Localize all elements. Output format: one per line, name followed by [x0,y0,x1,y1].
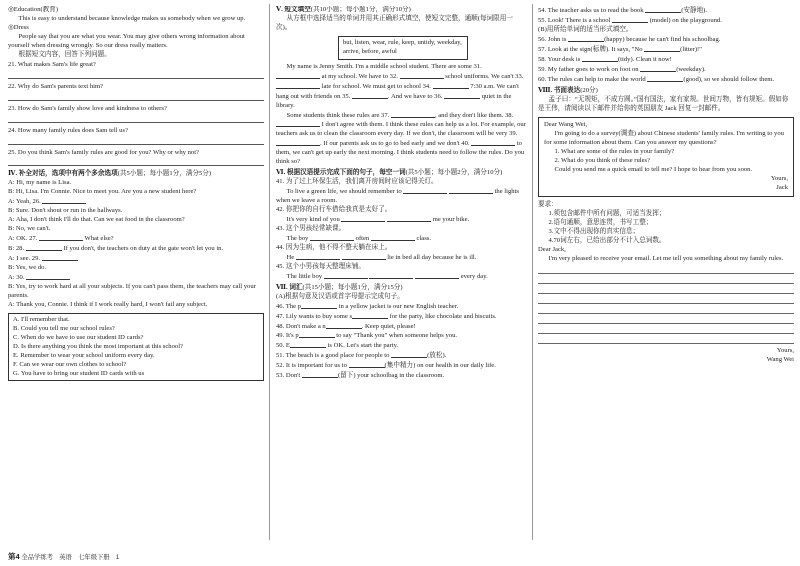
blank[interactable] [342,253,386,260]
question-21: 21. What makes Sam's life great? [8,60,96,68]
item-43-en: The boy [286,234,309,242]
blank[interactable] [349,361,385,368]
dialogue-line: A: Hi, my name is Lisa. [8,179,72,187]
section-8-title: Ⅷ. 书面表达 [538,86,581,94]
reply-greeting: Dear Jack, [538,245,566,253]
item-55: (model) on the playground. [649,16,722,24]
blank[interactable] [403,187,447,194]
option-item: D. Is there anything you think the most important at this school? [13,342,183,350]
passage-text: I don't agree with them. I think these rules can help us a lot. For example, our teachers ask us to clean the classroom every day. If we don't, the classroom will be very 39. [276,121,526,138]
blank-28[interactable] [26,244,62,251]
item-49: to say "Thank you" when someone helps you. [336,332,458,340]
blank-27[interactable] [39,234,83,241]
requirement-item: 2.语句通顺，意思连贯，书写工整； [548,219,653,227]
item-51: 51. The beach is a good place for people to [276,352,390,360]
dialogue-line: A: 30. [8,273,25,281]
blank-37[interactable] [391,111,435,118]
blank-31[interactable] [276,72,320,79]
question-25: 25. Do you think Sam's family rules are good for you? Why or why not? [8,148,199,156]
option-item: E. Remember to wear your school uniform every day. [13,351,155,359]
item-53: (留下) your schoolbag in the classroom. [337,372,445,380]
dialogue-line: B: 28. [8,245,25,253]
column-right [538,6,794,544]
item-58: 58. Your desk is [538,55,581,63]
letter-closing: Yours, [770,175,788,183]
blank[interactable] [415,272,459,279]
section-8-score: (20分) [580,86,598,94]
dialogue-line: B: Hi, Lisa. I'm Connie. Nice to meet you. Are you a new student here? [8,188,197,196]
item-41-en: the lights when we leave a room. [276,188,519,205]
blank[interactable] [582,55,618,62]
blank[interactable] [310,234,354,241]
item-50: is OK. Let's start the party. [327,342,399,350]
reading-instruction: 根据短文内容，回答下列问题。 [18,50,111,58]
item-57: (litter)!" [680,45,702,53]
section-5-instruction: 从方框中选择适当的单词并用其正确形式填空，使短文完整，通顺(每词限用一次)。 [276,14,513,31]
letter-box [538,117,794,197]
requirement-item: 1.须包含邮件中所有问题，可适当发挥； [548,210,666,218]
blank[interactable] [324,272,368,279]
blank[interactable] [371,234,415,241]
item-58: (tidy). Clean it now! [617,55,672,63]
dialogue-line: B: Yes, we do. [8,264,47,272]
page-number: 第4 [8,552,20,561]
passage-text: . If our parents ask us to go to bed early and we don't 40. [320,140,470,148]
option-item: A. I'll remember that. [13,315,70,323]
writing-line[interactable] [538,324,794,334]
item-54: 54. The teacher asks us to read the book [538,7,644,14]
option-item: G. You have to bring our student ID cards with us [13,369,145,377]
letter-question: 2. What do you think of these rules? [554,157,651,165]
column-left [8,6,264,544]
item-42-cn: 42. 你把你的自行车借给我真是太好了。 [276,206,392,214]
item-42-en: It's very kind of you [286,216,340,224]
section-5-title: Ⅴ. 短文填空 [276,6,311,13]
item-44-en: He [286,253,295,261]
section-4-score: (共5小题；每小题1分，满分5分) [117,170,212,178]
blank-35[interactable] [352,92,388,99]
letter-greeting: Dear Wang Wei, [544,121,588,129]
blank-29[interactable] [42,254,78,261]
answer-line[interactable] [8,71,264,79]
dialogue-line: A: OK. 27. [8,235,38,243]
item-59: (weekday). [676,65,706,73]
item-60: 60. The rules can help to make the world [538,75,646,83]
answer-line[interactable] [8,137,264,145]
blank-34[interactable] [433,82,469,89]
item-45-en: every day. [460,272,488,280]
reply-start: I'm very pleased to receive your email. Let me tell you something about my family rules. [548,254,784,262]
item-55: 55. Look! There is a school [538,16,611,24]
blank[interactable] [568,35,604,42]
blank[interactable] [647,75,683,82]
item-45-en: The little boy [286,272,323,280]
writing-line[interactable] [538,314,794,324]
item-56: (happy) because he can't find his schoolbag. [604,35,721,43]
item-44-en: lie in bed all day because he is ill. [387,253,477,261]
section-6-title: Ⅵ. 根据汉语提示完成下面的句子，每空一词 [276,169,406,177]
education-heading: ◎Education(教育) [8,6,59,13]
blank[interactable] [290,341,326,348]
education-text: This is easy to understand because knowledge makes us somebody when we grow up. [18,14,246,22]
item-43-en: often [355,234,370,242]
answer-line[interactable] [8,115,264,123]
item-41-en: To live a green life, we should remember to [286,188,402,196]
answer-line[interactable] [8,158,264,166]
dialogue-line: B: Sure. Don't shout or run in the hallways. [8,207,123,215]
section-5-score: (共10小题；每小题1分，满分10分) [310,6,411,13]
dialogue-line: A: I see. 29. [8,255,41,263]
options-box [8,313,264,382]
blank[interactable] [352,312,388,319]
writing-line[interactable] [538,304,794,314]
item-50: 50. E [276,342,290,350]
item-43-cn: 43. 这个男孩经常缺课。 [276,224,346,232]
section-6-score: (共5小题；每小题2分，满分10分) [405,169,503,177]
blank[interactable] [326,322,362,329]
item-45-cn: 45. 这个小男孩每天整理床铺。 [276,262,366,270]
item-52: 52. It is important for us to [276,362,347,370]
dialogue-line: A: Thank you, Connie. I think if I work really hard, I won't fail any subject. [8,300,208,308]
blank[interactable] [299,331,335,338]
dialogue-line: If you don't, the teachers on duty at the gate won't let you in. [63,245,224,253]
item-41-cn: 41. 为了过上环保生活，我们离开房间时应该记得关灯。 [276,178,438,186]
item-48: . Keep quiet, please! [361,322,416,330]
item-46: 46. The p [276,302,301,310]
section-7a-instruction: (A)根据句意及汉语或首字母提示完成句子。 [276,292,404,300]
item-51: (放松). [427,352,447,360]
letter-body: I'm going to do a survey(调查) about Chinese students' family rules. I'm writing to you for some information about them. Can you answer my questions? [544,130,784,147]
passage-text: to them, we can't get up early the next morning. I think students need to follow the rules. Do you think so? [276,140,525,166]
writing-line[interactable] [538,294,794,304]
question-24: 24. How many family rules does Sam tell us? [8,126,128,134]
blank[interactable] [387,215,431,222]
section-7-score: (共15小题；每小题1分，满分15分) [302,283,403,291]
column-middle [276,6,526,544]
dialogue-line: B: No, we can't. [8,225,51,233]
option-item: F. Can we wear our own clothes to school? [13,360,127,368]
blank-32[interactable] [400,72,444,79]
item-47: 47. Lily wants to buy some s [276,312,353,320]
blank[interactable] [296,253,340,260]
passage-text: quiet in the library. [276,92,512,109]
question-22: 22. Why do Sam's parents text him? [8,82,104,90]
section-7-title: Ⅶ. 词汇 [276,283,303,291]
dialogue-line: A: Yeah, 26. [8,198,41,206]
dialogue-line: What else? [84,235,114,243]
blank-38[interactable] [276,120,320,127]
writing-line[interactable] [538,284,794,294]
item-60: (good), so we should follow them. [683,75,775,83]
blank[interactable] [645,6,681,13]
item-43-en: class. [416,234,431,242]
item-52: (集中精力) on our health in our daily life. [384,362,496,370]
requirements-title: 要求： [538,201,558,209]
blank[interactable] [341,215,385,222]
word-box: but, listen, wear, rule, keep, untidy, weekday, arrive, before, awful [338,36,468,60]
item-57: 57. Look at the sign(标牌). It says, "No [538,45,643,53]
page-footer [8,552,119,563]
requirement-item: 4.70词左右，已给出部分不计入总词数。 [548,236,666,244]
item-42-en: me your bike. [432,216,470,224]
passage-text: . And we have to 36. [388,92,443,100]
section-8-prompt: 孟子曰：“无规矩，不成方圆。”国有国法，家有家规。世间万物，皆有规矩。假如你是王伟，请阅读以下邮件并给你的英国朋友 Jack 回复一封邮件。 [538,95,789,112]
blank[interactable] [301,302,337,309]
blank[interactable] [640,65,676,72]
writing-line[interactable] [538,274,794,284]
option-item: B. Could you tell me our school rules? [13,324,115,332]
item-46: in a yellow jacket is our new English teacher. [338,302,459,310]
passage-text: My name is Jenny Smith. I'm a middle school student. There are some 31. [286,62,482,70]
blank-39[interactable] [276,139,320,146]
column-divider [532,4,533,540]
passage-text: school uniforms. We can't 33. [445,72,524,80]
question-23: 23. How do Sam's family show love and kindness to others? [8,104,167,112]
passage-text: 7:30 a.m. We can't hang out with friends on 35. [276,82,519,100]
blank[interactable] [612,16,648,23]
requirement-item: 3.文中不得出现你的真实信息； [548,227,640,235]
reply-closing: Yours, [776,346,794,354]
item-48: 48. Don't make a n [276,322,326,330]
answer-line[interactable] [8,93,264,101]
passage-text: at my school. We have to 32. [321,72,398,80]
item-59: 59. My father goes to work on foot on [538,65,639,73]
blank-36[interactable] [444,92,480,99]
dialogue-line: B: Yes, try to work hard at all your subjects. If you can't pass them, the teachers may call your parents. [8,282,256,299]
letter-signature: Jack [776,184,788,192]
writing-line[interactable] [538,334,794,344]
blank[interactable] [644,45,680,52]
dialogue-line: A: Aha, I don't think I'll do that. Can we eat food in the classroom? [8,216,185,224]
letter-body: Could you send me a quick email to tell me? I hope to hear from you soon. [554,166,753,174]
item-53: 53. Don't [276,372,301,380]
blank-30[interactable] [26,273,70,280]
item-49: 49. It's p [276,332,299,340]
dress-heading: ◎Dress [8,23,29,31]
passage-text: , and they don't like them. 38. [434,111,514,119]
blank[interactable] [391,351,427,358]
blank-40[interactable] [471,139,515,146]
section-7b-instruction: (B)用所给单词的适当形式填空。 [538,25,633,33]
blank[interactable] [449,187,493,194]
dress-text: People say that you are what you wear. You may give others wrong information about yourself when dressing wrongly. So our dress really matters. [8,32,245,49]
blank[interactable] [302,371,338,378]
blank[interactable] [369,272,413,279]
passage-text: Some students think these rules are 37. [286,111,390,119]
blank-33[interactable] [276,82,320,89]
item-44-cn: 44. 因为生病，他不得不整天躺在床上。 [276,243,392,251]
item-56: 56. John is [538,35,567,43]
column-divider [269,4,270,540]
item-54: (安静地). [681,7,708,14]
letter-question: 1. What are some of the rules in your family? [554,148,675,156]
footer-text: 全品学练考 英语 七年级下册 1 [21,554,120,561]
reply-signature: Wang Wei [766,355,794,363]
item-47: for the party, like chocolate and biscuits. [389,312,497,320]
writing-line[interactable] [538,264,794,274]
passage-text: late for school. We must get to school 34. [321,82,431,90]
option-item: C. When do we have to use our student ID cards? [13,333,144,341]
section-4-title: Ⅳ. 补全对话，选项中有两个多余选项 [8,170,118,178]
blank-26[interactable] [42,197,86,204]
